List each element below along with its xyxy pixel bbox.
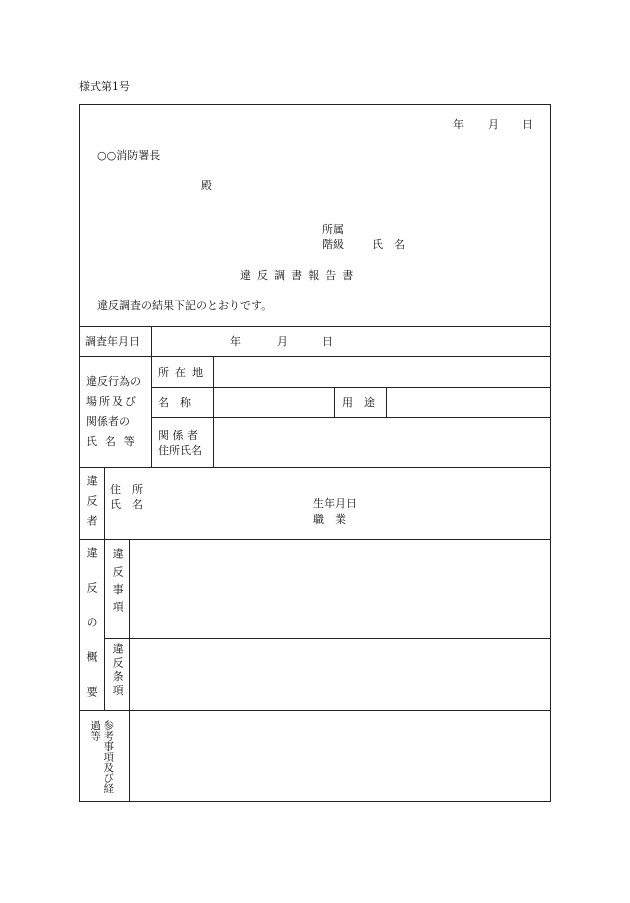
addressee: ○○消防署長 bbox=[97, 149, 161, 162]
survey-date-year: 年 bbox=[230, 335, 241, 348]
violator-group-label: 違反者 bbox=[85, 475, 99, 535]
party-label-line2: 住所氏名 bbox=[158, 444, 202, 457]
location-group-label-line1: 違反行為の bbox=[86, 375, 141, 388]
divider bbox=[104, 638, 551, 639]
divider bbox=[79, 326, 551, 327]
survey-date-day: 日 bbox=[322, 335, 333, 348]
use-label: 用 途 bbox=[342, 396, 375, 409]
header-date-year: 年 bbox=[453, 118, 464, 131]
divider bbox=[79, 710, 551, 711]
summary-group-label: 違反の概要 bbox=[85, 547, 99, 721]
address-label: 所在地 bbox=[158, 366, 210, 379]
divider bbox=[386, 387, 387, 417]
header-date-day: 日 bbox=[522, 118, 533, 131]
location-group-label-line4: 氏 名 等 bbox=[86, 435, 137, 448]
divider bbox=[79, 539, 551, 540]
location-group-label-line3: 関係者の bbox=[86, 415, 130, 428]
divider bbox=[151, 417, 551, 418]
location-group-label-line2: 場所及び bbox=[86, 395, 138, 408]
header-date-month: 月 bbox=[488, 118, 499, 131]
violator-name-label: 氏 名 bbox=[110, 498, 143, 511]
divider bbox=[79, 356, 551, 357]
survey-date-month: 月 bbox=[277, 335, 288, 348]
divider bbox=[79, 467, 551, 468]
statement: 違反調査の結果下記のとおりです。 bbox=[97, 299, 273, 312]
occupation-label: 職 業 bbox=[313, 513, 346, 526]
report-form bbox=[79, 104, 551, 802]
divider bbox=[129, 539, 130, 802]
violator-address-label: 住 所 bbox=[110, 483, 143, 496]
violation-matters-label: 違反事項 bbox=[111, 548, 125, 619]
remarks-label: 参考事項及び経過等 bbox=[89, 720, 115, 794]
affiliation-label: 所属 bbox=[322, 223, 344, 236]
document-title: 違反調書報告書 bbox=[240, 269, 360, 282]
party-label-line1: 関 係 者 bbox=[158, 429, 198, 442]
divider bbox=[213, 356, 214, 467]
reporter-name-label: 氏 名 bbox=[372, 238, 405, 251]
divider bbox=[334, 387, 335, 417]
divider bbox=[104, 467, 105, 710]
violation-articles-label: 違反条項 bbox=[111, 643, 125, 698]
divider bbox=[151, 387, 551, 388]
birth-date-label: 生年月日 bbox=[313, 497, 357, 510]
honorific: 殿 bbox=[201, 179, 212, 192]
rank-label: 階級 bbox=[322, 238, 344, 251]
survey-date-label: 調査年月日 bbox=[85, 335, 140, 348]
form-number: 様式第1号 bbox=[79, 80, 130, 93]
divider bbox=[151, 326, 152, 467]
premises-name-label: 名 称 bbox=[158, 396, 191, 409]
